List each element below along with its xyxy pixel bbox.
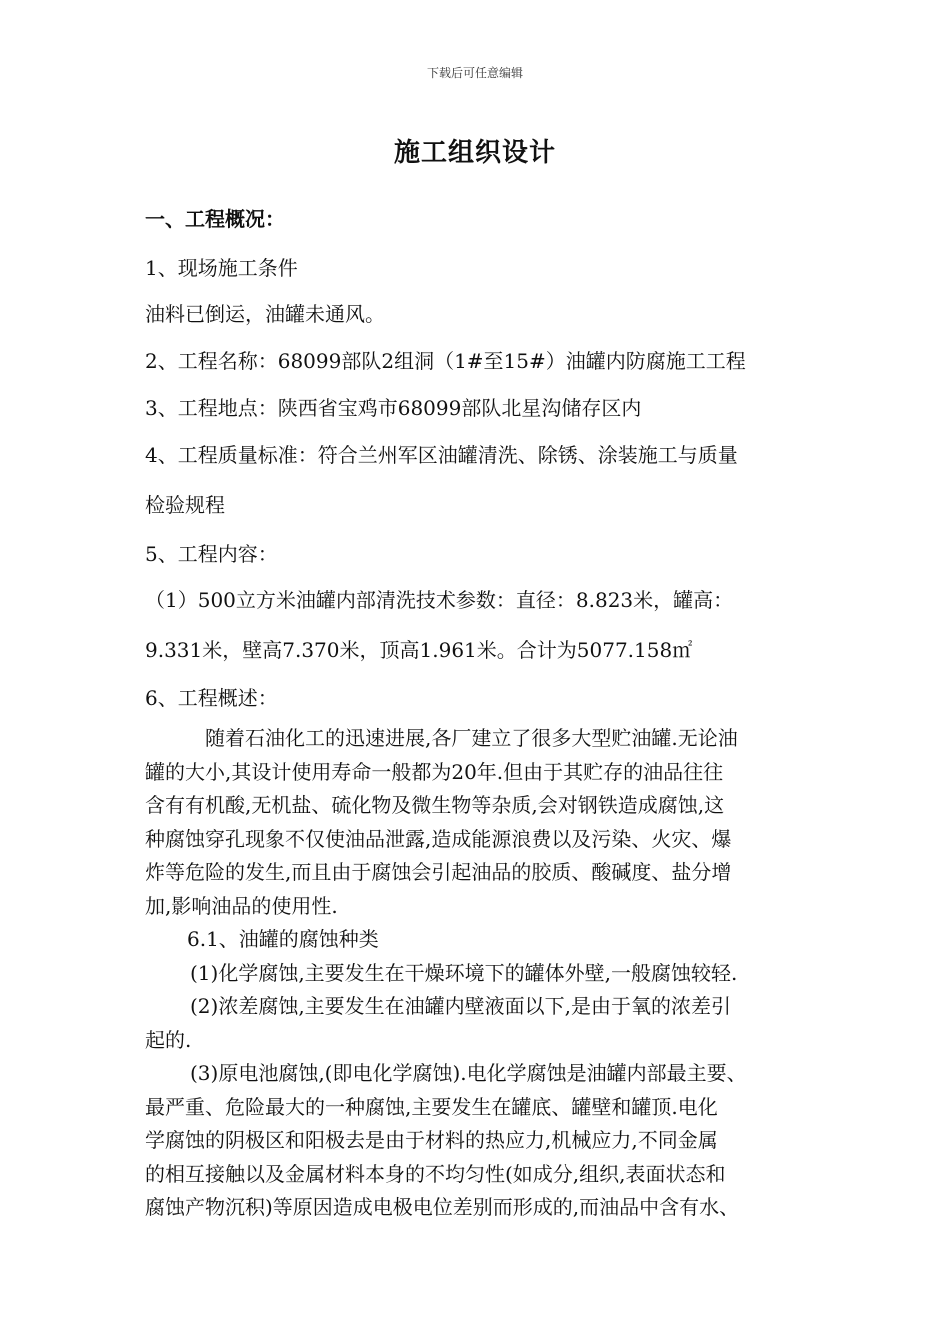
- item-1-label: 1、现场施工条件: [145, 256, 298, 280]
- section-heading: 一、工程概况：: [145, 207, 285, 231]
- corrosion-item-3-line: 最严重、危险最大的一种腐蚀,主要发生在罐底、罐壁和罐顶.电化: [145, 1094, 718, 1119]
- corrosion-heading: 6.1、油罐的腐蚀种类: [187, 927, 379, 951]
- item-6-label: 6、工程概述：: [145, 686, 278, 710]
- overview-line: 随着石油化工的迅速进展,各厂建立了很多大型贮油罐.无论油: [205, 726, 738, 750]
- corrosion-item-3-line: 腐蚀产物沉积)等原因造成电极电位差别而形成的,而油品中含有水、: [145, 1195, 740, 1219]
- overview-line: 加,影响油品的使用性.: [145, 893, 338, 918]
- item-2-project-name: 2、工程名称：68099部队2组洞（1#至15#）油罐内防腐施工工程: [145, 349, 746, 373]
- item-4-quality-standard-line1: 4、工程质量标准：符合兰州军区油罐清洗、除锈、涂装施工与质量: [145, 443, 738, 467]
- document-title: 施工组织设计: [393, 138, 556, 168]
- overview-line: 含有有机酸,无机盐、硫化物及微生物等杂质,会对钢铁造成腐蚀,这: [145, 793, 725, 817]
- overview-line: 炸等危险的发生,而且由于腐蚀会引起油品的胶质、酸碱度、盐分增: [145, 860, 732, 884]
- corrosion-item-1: (1)化学腐蚀,主要发生在干燥环境下的罐体外壁,一般腐蚀较轻.: [190, 960, 738, 985]
- item-3-project-location: 3、工程地点：陕西省宝鸡市68099部队北星沟储存区内: [145, 396, 642, 420]
- item-5-label: 5、工程内容：: [145, 542, 278, 566]
- corrosion-item-2-line: (2)浓差腐蚀,主要发生在油罐内壁液面以下,是由于氧的浓差引: [190, 994, 732, 1018]
- corrosion-item-2-line: 起的.: [145, 1027, 192, 1052]
- item-5-content-line2: 9.331米，壁高7.370米，顶高1.961米。合计为5077.158㎡: [145, 638, 693, 662]
- overview-line: 罐的大小,其设计使用寿命一般都为20年.但由于其贮存的油品往往: [145, 759, 724, 784]
- corrosion-item-3-line: (3)原电池腐蚀,(即电化学腐蚀).电化学腐蚀是油罐内部最主要、: [190, 1061, 747, 1085]
- item-1-text: 油料已倒运，油罐未通风。: [145, 302, 385, 326]
- corrosion-item-3-line: 的相互接触以及金属材料本身的不均匀性(如成分,组织,表面状态和: [145, 1161, 726, 1186]
- corrosion-item-3-line: 学腐蚀的阴极区和阳极去是由于材料的热应力,机械应力,不同金属: [145, 1128, 718, 1152]
- overview-line: 种腐蚀穿孔现象不仅使油品泄露,造成能源浪费以及污染、火灾、爆: [145, 826, 732, 851]
- item-4-quality-standard-line2: 检验规程: [145, 493, 225, 517]
- overview-paragraph: [145, 722, 821, 1225]
- header-note: 下载后可任意编辑: [426, 66, 523, 80]
- item-5-content-line1: （1）500立方米油罐内部清洗技术参数：直径：8.823米，罐高：: [145, 588, 734, 612]
